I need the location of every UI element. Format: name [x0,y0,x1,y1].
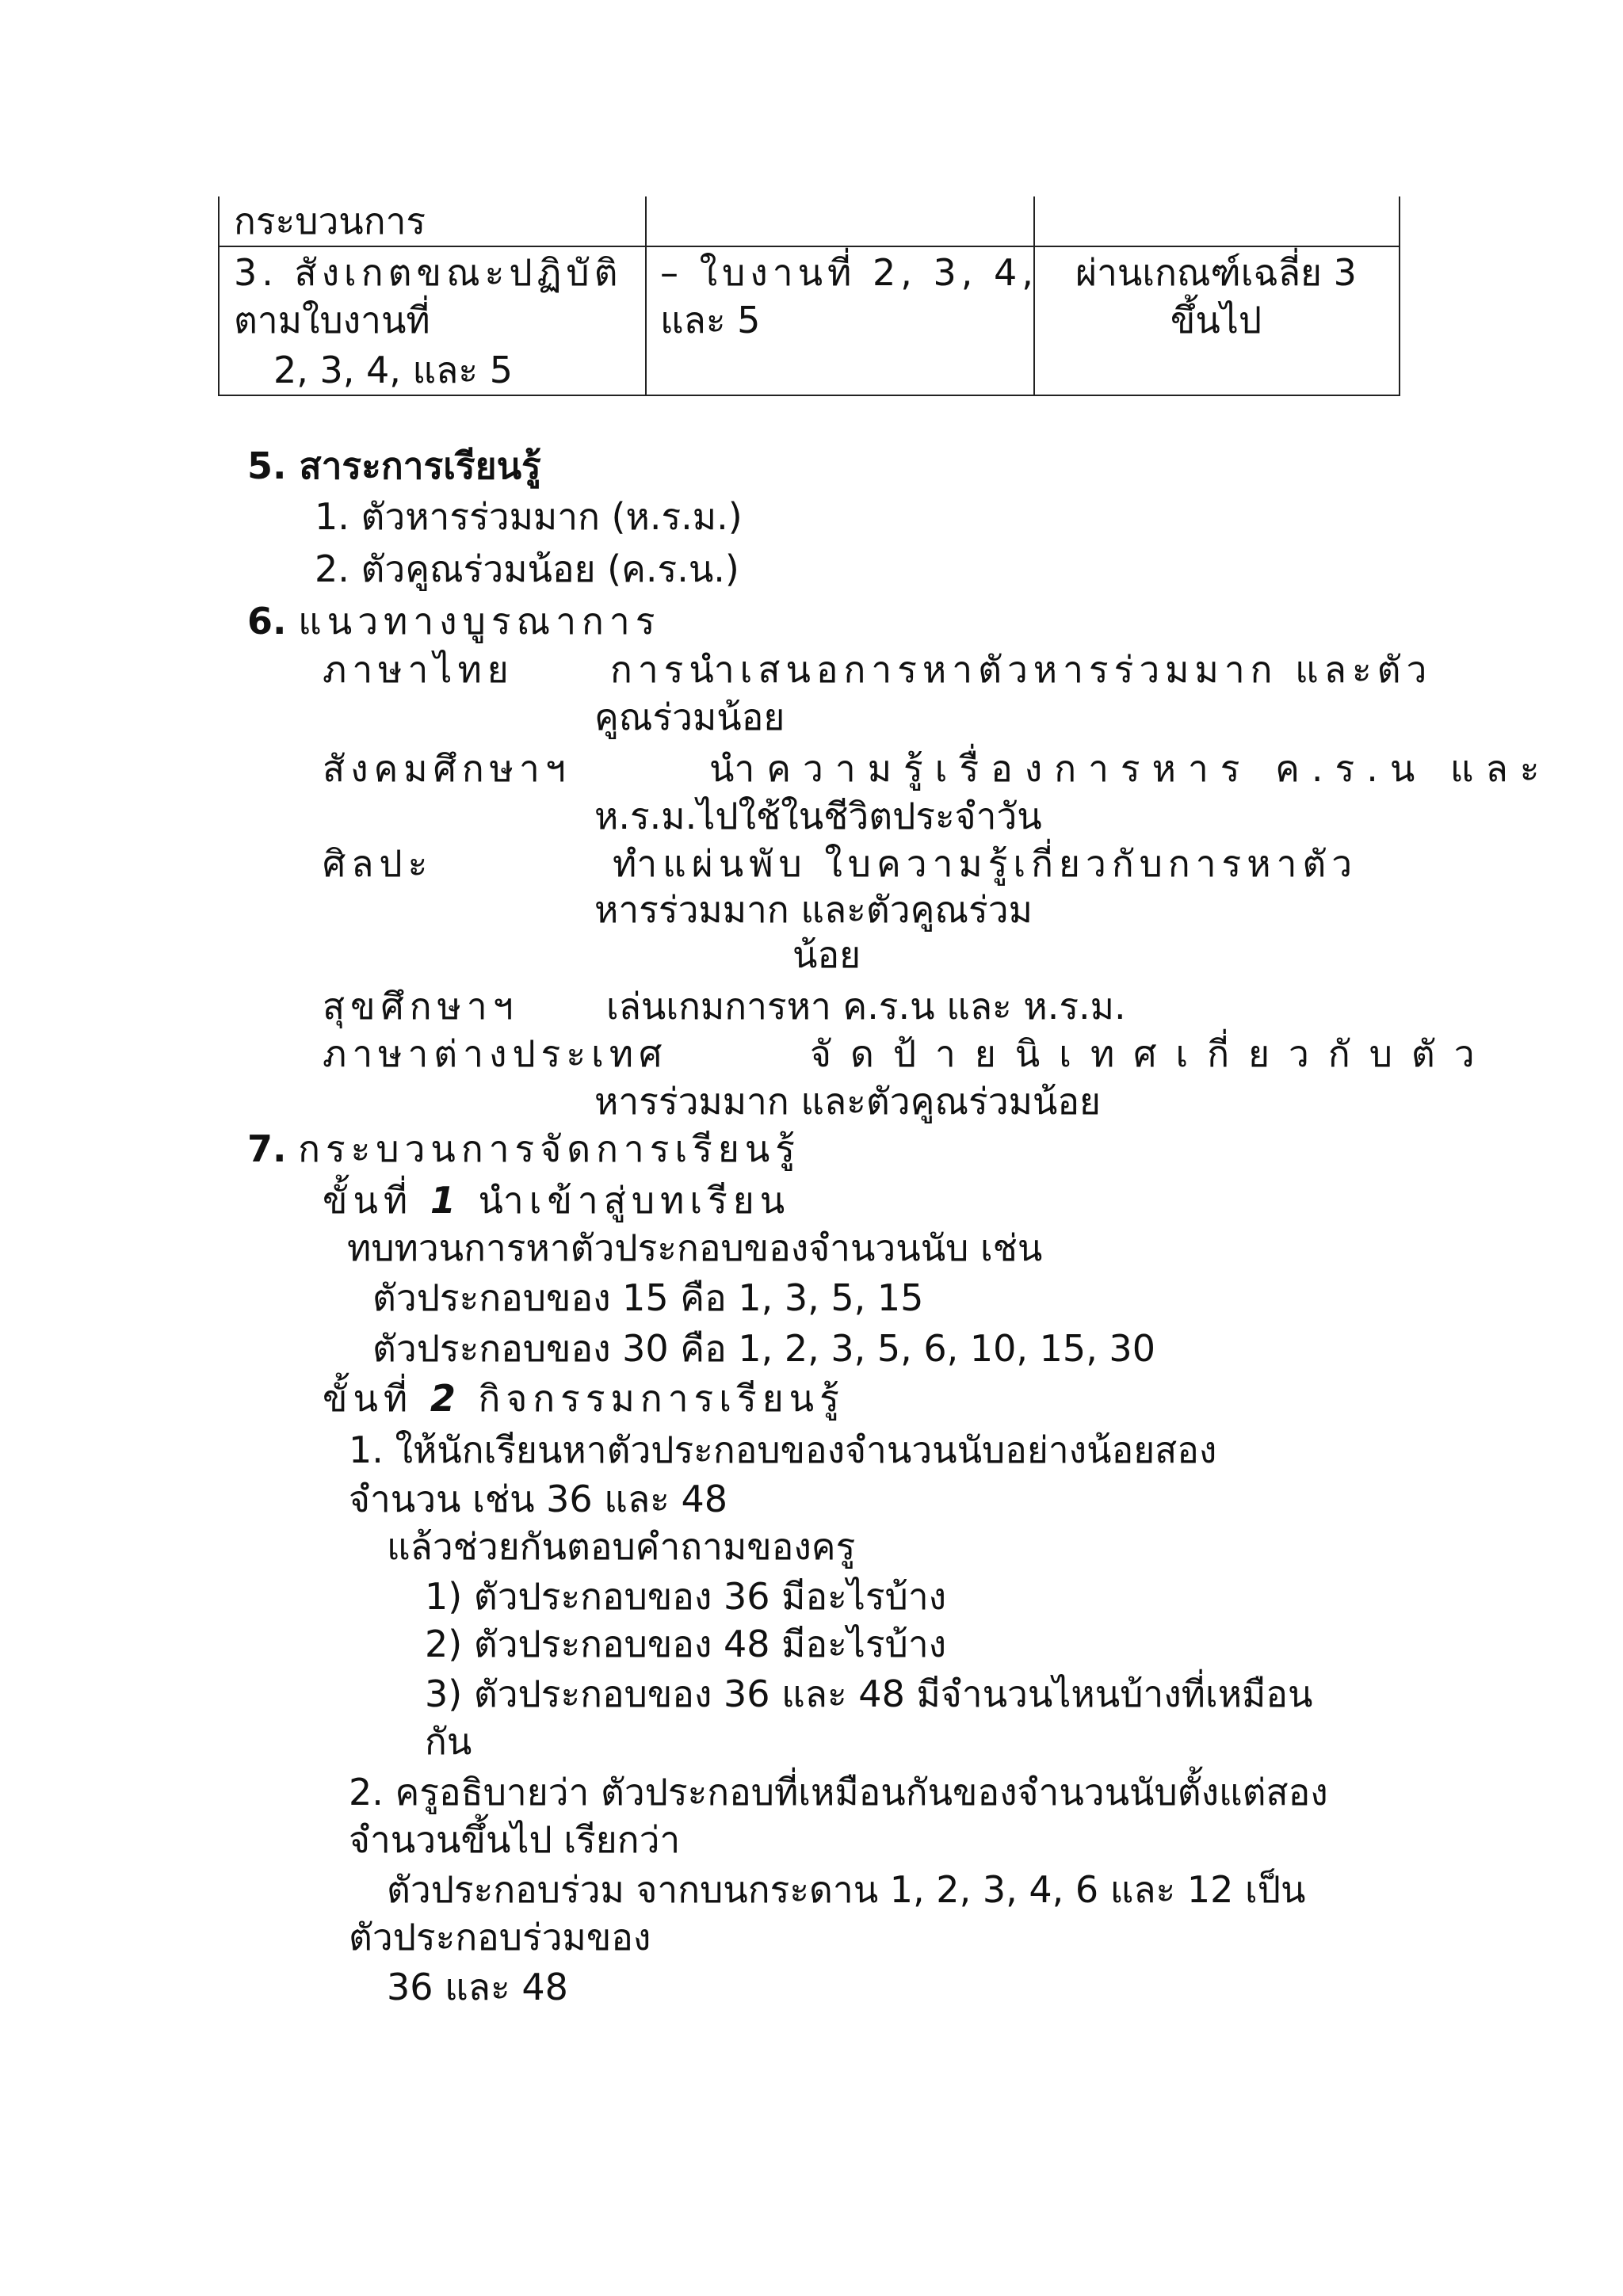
section-5-number: 5. [247,444,287,487]
section-5-heading [247,442,541,490]
table-border-col2 [645,196,647,396]
step-1-line-3: ตัวประกอบของ 30 คือ 1, 2, 3, 5, 6, 10, 15, 30 [372,1327,1155,1370]
step-1-heading [323,1177,790,1224]
step-2-prefix: ขั้นที่ [323,1377,414,1420]
section-7-heading [247,1125,800,1173]
table-cell-r2c3-line1: ผ่านเกณฑ์เฉลี่ย 3 [1075,251,1357,294]
section-5-item-1: 1. ตัวหารร่วมมาก (ห.ร.ม.) [315,495,743,538]
table-cell-r2c1-line2: ตามใบงานที่ [234,299,430,341]
step-2-line-8: 2. ครูอธิบายว่า ตัวประกอบที่เหมือนกันของจำนวนนับตั้งแต่สอง [349,1771,1328,1814]
table-cell-r2c2-line2: และ 5 [660,299,761,341]
section-7-number: 7. [247,1127,287,1170]
step-2-line-9: จำนวนขึ้นไป เรียกว่า [349,1818,681,1861]
section-7-title: กระบวนการจัดการเรียนรู้ [298,1127,800,1170]
table-cell-r2c2-line1: – ใบงานที่ 2, 3, 4, [660,251,1038,294]
step-1-title: นำเข้าสู่บทเรียน [478,1179,791,1222]
section-5-title: สาระการเรียนรู้ [299,444,541,487]
table-row-divider [218,246,1400,247]
step-2-line-10: ตัวประกอบร่วม จากบนกระดาน 1, 2, 3, 4, 6 และ 12 เป็น [387,1868,1306,1911]
section-6-heading [247,597,660,645]
step-2-line-4: 1) ตัวประกอบของ 36 มีอะไรบ้าง [425,1575,947,1618]
step-2-line-3: แล้วช่วยกันตอบคำถามของครู [387,1525,856,1568]
table-cell-r2c3-line2: ขึ้นไป [1170,299,1262,341]
table-cell-r1c1: กระบวนการ [234,200,426,242]
step-2-number: 2 [430,1377,461,1420]
step-2-line-7: กัน [425,1720,472,1763]
integration-art-line3: น้อย [792,933,861,976]
step-1-number: 1 [430,1179,461,1222]
section-6-title: แนวทางบูรณาการ [298,600,661,643]
table-border-right [1399,196,1400,396]
step-1-prefix: ขั้นที่ [323,1179,414,1222]
step-2-line-1: 1. ให้นักเรียนหาตัวประกอบของจำนวนนับอย่างน้อยสอง [349,1428,1217,1471]
step-2-title: กิจกรรมการเรียนรู้ [478,1377,845,1420]
integration-foreign-subject: ภาษาต่างประเทศ [323,1032,668,1075]
integration-health-line1: เล่นเกมการหา ค.ร.น และ ห.ร.ม. [606,985,1126,1028]
step-2-line-6: 3) ตัวประกอบของ 36 และ 48 มีจำนวนไหนบ้างที่เหมือน [425,1672,1313,1715]
step-2-line-11: ตัวประกอบร่วมของ [349,1916,651,1958]
step-1-line-2: ตัวประกอบของ 15 คือ 1, 3, 5, 15 [372,1276,924,1319]
step-2-line-12: 36 และ 48 [387,1966,568,2008]
table-border-left [218,196,220,396]
integration-foreign-line1: จัดป้ายนิเทศเกี่ยวกับตัว [810,1032,1494,1075]
section-5-item-2: 2. ตัวคูณร่วมน้อย (ค.ร.น.) [315,547,739,590]
table-cell-r2c1-line3: 2, 3, 4, และ 5 [273,349,513,391]
integration-health-subject: สุขศึกษาฯ [323,985,519,1028]
section-6-number: 6. [247,600,287,643]
integration-thai-subject: ภาษาไทย [323,648,514,691]
table-border-col3 [1033,196,1035,396]
integration-thai-line2: คูณร่วมน้อย [594,696,785,738]
step-2-line-5: 2) ตัวประกอบของ 48 มีอะไรบ้าง [425,1623,947,1665]
integration-foreign-line2: หารร่วมมาก และตัวคูณร่วมน้อย [594,1080,1101,1123]
integration-social-line1: นำความรู้เรื่องการหาร ค.ร.น และ [709,747,1552,790]
integration-social-line2: ห.ร.ม.ไปใช้ในชีวิตประจำวัน [594,795,1042,837]
integration-art-subject: ศิลปะ [323,842,433,885]
table-border-bottom [218,395,1400,396]
integration-art-line1: ทำแผ่นพับ ใบความรู้เกี่ยวกับการหาตัว [613,842,1358,885]
step-2-heading [323,1375,845,1422]
step-2-line-2: จำนวน เช่น 36 และ 48 [349,1478,727,1520]
step-1-line-1: ทบทวนการหาตัวประกอบของจำนวนนับ เช่น [347,1226,1043,1269]
integration-art-line2: หารร่วมมาก และตัวคูณร่วม [594,888,1033,931]
integration-thai-line1: การนำเสนอการหาตัวหารร่วมมาก และตัว [610,648,1433,691]
integration-social-subject: สังคมศึกษาฯ [323,747,571,790]
table-cell-r2c1-line1: 3. สังเกตขณะปฏิบัติ [234,251,623,294]
